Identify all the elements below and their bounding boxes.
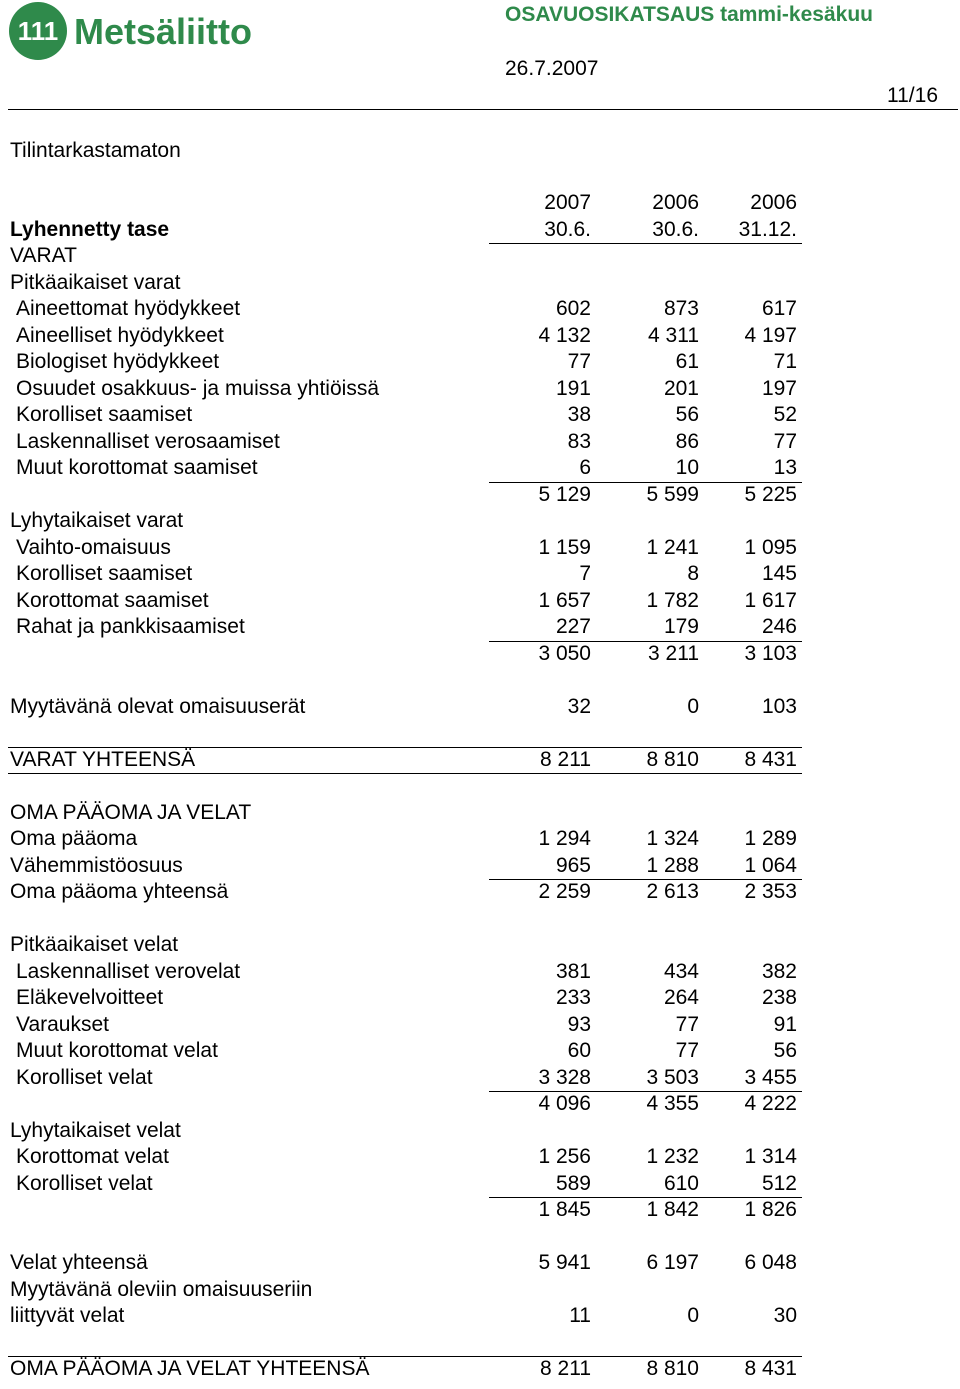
- section-label: VARAT: [10, 244, 77, 267]
- row-label: Korottomat saamiset: [16, 588, 209, 612]
- cell-value: 5 129: [538, 482, 591, 506]
- cell-value: 8 211: [540, 1357, 591, 1380]
- cell-value: 191: [555, 376, 591, 400]
- cell-value: 1 095: [744, 535, 797, 559]
- subsection-heading: [0, 1118, 960, 1145]
- cell-value: 1 256: [538, 1145, 591, 1168]
- cell-value: 1 657: [538, 588, 591, 612]
- row-label: Velat yhteensä: [10, 1251, 148, 1274]
- report-title: OSAVUOSIKATSAUS tammi-kesäkuu: [505, 3, 873, 26]
- subsection-label: Lyhytaikaiset varat: [10, 509, 184, 532]
- cell-value: 1 842: [646, 1198, 699, 1221]
- table-row: [0, 429, 960, 456]
- cell-value: 4 197: [744, 323, 797, 347]
- page-number: 11/16: [887, 84, 938, 107]
- row-label: Laskennalliset verovelat: [16, 959, 241, 983]
- cell-value: 7: [579, 562, 591, 585]
- cell-value: 1 845: [538, 1198, 591, 1221]
- cell-value: 1 289: [744, 827, 797, 850]
- subsection-heading: [0, 932, 960, 959]
- cell-value: 512: [761, 1171, 797, 1195]
- cell-value: 77: [567, 350, 591, 373]
- cell-value: 77: [675, 1012, 699, 1036]
- row-label: Aineelliset hyödykkeet: [16, 323, 224, 347]
- cell-value: 8 211: [540, 747, 591, 771]
- cell-value: 434: [663, 959, 699, 983]
- table-row: [0, 1144, 960, 1171]
- cell-value: 1 232: [646, 1145, 699, 1168]
- section-heading: [0, 800, 960, 827]
- col-year-2: 2006: [652, 191, 699, 214]
- cell-value: 1 294: [538, 827, 591, 850]
- cell-value: 3 211: [648, 641, 699, 665]
- row-label: Laskennalliset verosaamiset: [16, 429, 280, 453]
- table-row: [0, 614, 960, 641]
- cell-value: 103: [761, 694, 797, 718]
- col-year-1: 2007: [544, 191, 591, 214]
- cell-value: 8 810: [646, 1357, 699, 1380]
- cell-value: 246: [761, 615, 797, 638]
- cell-value: 1 241: [646, 535, 699, 559]
- header-divider: [8, 109, 958, 110]
- metsaliitto-logo: [8, 0, 258, 62]
- table-row: [0, 455, 960, 482]
- row-label: Korottomat velat: [16, 1145, 169, 1168]
- cell-value: 93: [567, 1012, 591, 1036]
- cell-value: 91: [773, 1012, 797, 1036]
- row-label: Vähemmistöosuus: [10, 853, 183, 877]
- row-label: Rahat ja pankkisaamiset: [16, 615, 245, 638]
- cell-value: 227: [555, 615, 591, 638]
- cell-value: 2 613: [646, 880, 699, 903]
- cell-value: 238: [761, 986, 797, 1009]
- subsection-label: Pitkäaikaiset velat: [10, 933, 179, 956]
- cell-value: 0: [687, 694, 699, 718]
- spacer-row: [0, 667, 960, 694]
- table-row: [0, 1065, 960, 1092]
- cell-value: 1 288: [646, 853, 699, 877]
- cell-value: 56: [675, 403, 699, 426]
- row-label: Myytävänä olevat omaisuuserät: [10, 694, 306, 718]
- table-row: [0, 588, 960, 615]
- cell-value: 145: [761, 562, 797, 585]
- subsection-heading: [0, 508, 960, 535]
- row-label: Muut korottomat velat: [16, 1039, 218, 1062]
- spacer-row: [0, 1330, 960, 1357]
- spacer-row: [0, 773, 960, 800]
- cell-value: 5 225: [744, 482, 797, 506]
- cell-value: 2 353: [744, 880, 797, 903]
- row-label: Osuudet osakkuus- ja muissa yhtiöissä: [16, 376, 379, 400]
- cell-value: 83: [567, 429, 591, 453]
- header-row-years: [0, 190, 960, 217]
- audit-note: Tilintarkastamaton: [10, 139, 181, 162]
- cell-value: 77: [675, 1039, 699, 1062]
- balance-sheet-table: [0, 190, 960, 1383]
- subtotal-row: [0, 641, 960, 668]
- cell-value: 2 259: [538, 880, 591, 903]
- row-label: Korolliset saamiset: [16, 403, 193, 426]
- table-row: [0, 853, 960, 880]
- header-row-dates: [0, 217, 960, 244]
- table-row: [0, 561, 960, 588]
- table-row: [0, 1250, 960, 1277]
- cell-value: 382: [761, 959, 797, 983]
- subsection-label: Lyhytaikaiset velat: [10, 1118, 181, 1142]
- table-row: [0, 376, 960, 403]
- logo-mark: 111: [17, 16, 59, 46]
- table-row: [0, 323, 960, 350]
- cell-value: 8 810: [646, 747, 699, 771]
- cell-value: 617: [761, 297, 797, 320]
- section-label: OMA PÄÄOMA JA VELAT: [10, 800, 252, 824]
- cell-value: 4 355: [646, 1092, 699, 1115]
- total-row: [0, 747, 960, 774]
- table-row: [0, 1012, 960, 1039]
- subtotal-row: [0, 879, 960, 906]
- spacer-row: [0, 1224, 960, 1251]
- cell-value: 1 314: [744, 1145, 797, 1168]
- cell-value: 8: [687, 562, 699, 585]
- cell-value: 873: [663, 297, 699, 320]
- cell-value: 4 132: [538, 323, 591, 347]
- spacer-row: [0, 720, 960, 747]
- col-date-2: 30.6.: [652, 217, 699, 241]
- row-label: Oma pääoma: [10, 827, 138, 850]
- cell-value: 13: [773, 456, 797, 479]
- cell-value: 5 599: [646, 482, 699, 506]
- cell-value: 6: [579, 456, 591, 479]
- section-heading: [0, 243, 960, 270]
- table-row: [0, 349, 960, 376]
- cell-value: 3 503: [646, 1065, 699, 1089]
- row-label: Oma pääoma yhteensä: [10, 880, 229, 903]
- row-label: liittyvät velat: [10, 1304, 125, 1327]
- table-row: [0, 985, 960, 1012]
- cell-value: 1 064: [744, 853, 797, 877]
- row-label: Varaukset: [16, 1012, 109, 1036]
- cell-value: 30: [773, 1304, 797, 1327]
- row-label: Eläkevelvoitteet: [16, 986, 164, 1009]
- cell-value: 8 431: [744, 747, 797, 771]
- cell-value: 233: [555, 986, 591, 1009]
- subtotal-row: [0, 1091, 960, 1118]
- cell-value: 1 782: [646, 588, 699, 612]
- cell-value: 3 050: [538, 641, 591, 665]
- grand-total-row: [0, 1356, 960, 1383]
- table-row: [0, 296, 960, 323]
- cell-value: 11: [569, 1304, 591, 1327]
- cell-value: 1 324: [646, 827, 699, 850]
- cell-value: 52: [773, 403, 797, 426]
- cell-value: 56: [773, 1039, 797, 1062]
- cell-value: 38: [567, 403, 591, 426]
- cell-value: 3 328: [538, 1065, 591, 1089]
- table-row: [0, 402, 960, 429]
- col-date-3: 31.12.: [738, 217, 797, 241]
- cell-value: 381: [555, 959, 591, 983]
- cell-value: 71: [773, 350, 797, 373]
- cell-value: 61: [675, 350, 699, 373]
- cell-value: 4 222: [744, 1092, 797, 1115]
- table-row: [0, 1171, 960, 1198]
- row-label: VARAT YHTEENSÄ: [10, 747, 196, 771]
- report-date: 26.7.2007: [505, 57, 599, 80]
- col-date-1: 30.6.: [544, 217, 591, 241]
- cell-value: 3 455: [744, 1065, 797, 1089]
- row-label: Korolliset saamiset: [16, 562, 193, 585]
- cell-value: 86: [675, 429, 699, 453]
- cell-value: 1 617: [744, 588, 797, 612]
- cell-value: 197: [761, 376, 797, 400]
- cell-value: 6 048: [744, 1251, 797, 1274]
- cell-value: 1 826: [744, 1198, 797, 1221]
- subsection-label: Pitkäaikaiset varat: [10, 270, 181, 294]
- logo-wordmark: Metsäliitto: [74, 11, 253, 52]
- row-label: Korolliset velat: [16, 1065, 153, 1089]
- cell-value: 0: [687, 1304, 699, 1327]
- table-row: [0, 1277, 960, 1304]
- subtotal-row: [0, 1197, 960, 1224]
- row-label: OMA PÄÄOMA JA VELAT YHTEENSÄ: [10, 1357, 370, 1380]
- col-year-3: 2006: [750, 191, 797, 214]
- spacer-row: [0, 906, 960, 933]
- cell-value: 965: [555, 853, 591, 877]
- cell-value: 77: [773, 429, 797, 453]
- cell-value: 4 311: [648, 323, 699, 347]
- cell-value: 60: [567, 1039, 591, 1062]
- table-row: [0, 535, 960, 562]
- row-label: Vaihto-omaisuus: [16, 535, 171, 559]
- cell-value: 8 431: [744, 1357, 797, 1380]
- cell-value: 6 197: [646, 1251, 699, 1274]
- row-label: Aineettomat hyödykkeet: [16, 297, 241, 320]
- table-row: [0, 826, 960, 853]
- cell-value: 10: [675, 456, 699, 479]
- cell-value: 602: [555, 297, 591, 320]
- cell-value: 264: [663, 986, 699, 1009]
- cell-value: 179: [663, 615, 699, 638]
- row-label: Muut korottomat saamiset: [16, 456, 258, 479]
- cell-value: 201: [663, 376, 699, 400]
- subsection-heading: [0, 270, 960, 297]
- cell-value: 610: [663, 1171, 699, 1195]
- table-row: [0, 1303, 960, 1330]
- table-row: [0, 959, 960, 986]
- table-row: [0, 694, 960, 721]
- cell-value: 32: [567, 694, 591, 718]
- row-label: Myytävänä oleviin omaisuuseriin: [10, 1277, 313, 1301]
- cell-value: 5 941: [538, 1251, 591, 1274]
- table-row: [0, 1038, 960, 1065]
- cell-value: 589: [555, 1171, 591, 1195]
- cell-value: 4 096: [538, 1092, 591, 1115]
- cell-value: 3 103: [744, 641, 797, 665]
- table-title: Lyhennetty tase: [10, 217, 170, 241]
- subtotal-row: [0, 482, 960, 509]
- cell-value: 1 159: [538, 535, 591, 559]
- row-label: Korolliset velat: [16, 1171, 153, 1195]
- row-label: Biologiset hyödykkeet: [16, 350, 220, 373]
